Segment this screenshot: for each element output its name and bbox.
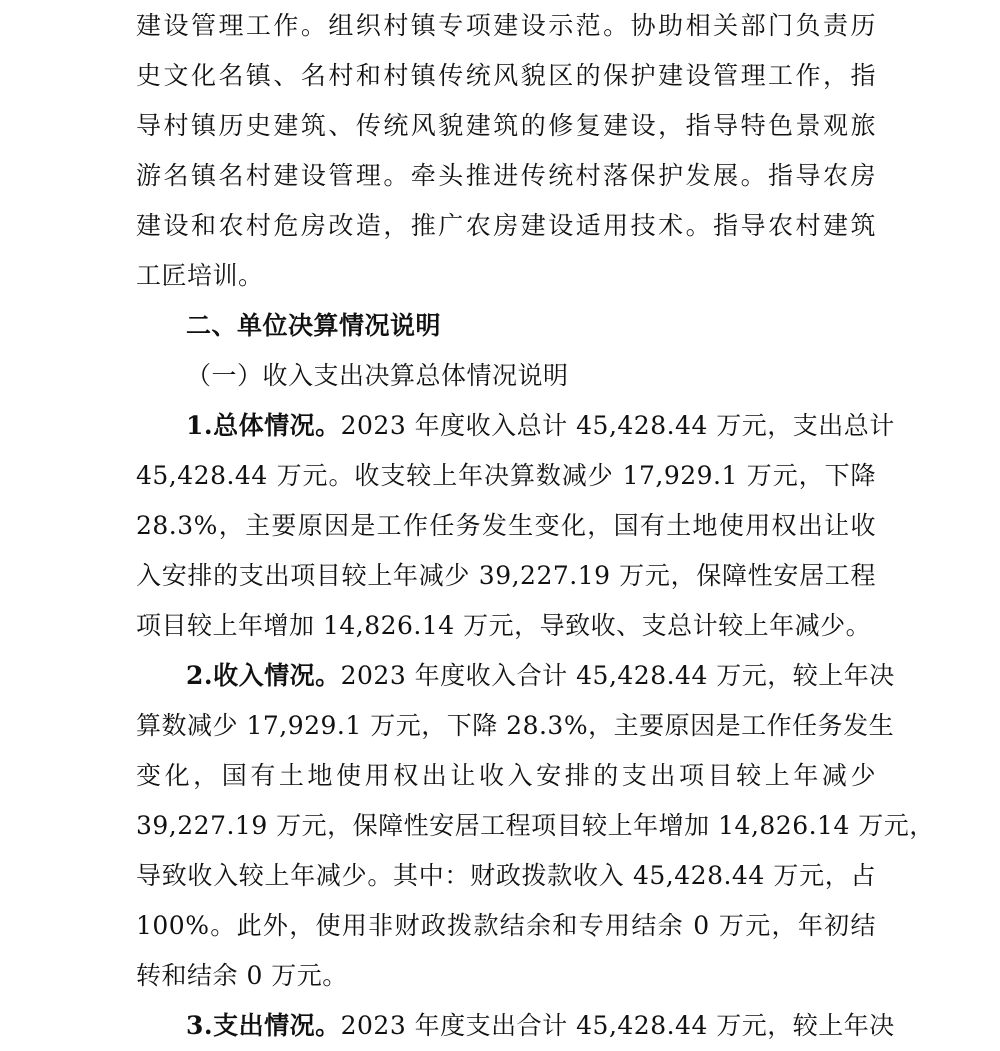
paragraph-lead: 3.支出情况。 — [186, 1011, 341, 1040]
text-line: 史文化名镇、名村和村镇传统风貌区的保护建设管理工作，指 — [136, 61, 876, 90]
text-line: 工匠培训。 — [136, 261, 264, 290]
text-line: 39,227.19 万元，保障性安居工程项目较上年增加 14,826.14 万元， — [136, 811, 935, 840]
text-line: 变化，国有土地使用权出让收入安排的支出项目较上年减少 — [136, 761, 876, 790]
text-line: 算数减少 17,929.1 万元，下降 28.3%，主要原因是工作任务发生 — [136, 711, 895, 740]
paragraph-text: 2023 年度收入总计 45,428.44 万元，支出总计 — [340, 411, 895, 440]
paragraph-lead: 2.收入情况。 — [186, 661, 341, 690]
text-line: 100%。此外，使用非财政拨款结余和专用结余 0 万元，年初结 — [136, 911, 876, 940]
section-heading: 二、单位决算情况说明 — [186, 311, 442, 340]
text-line: 建设和农村危房改造，推广农房建设适用技术。指导农村建筑 — [136, 211, 876, 240]
text-line: 导村镇历史建筑、传统风貌建筑的修复建设，指导特色景观旅 — [136, 111, 876, 140]
paragraph-text: 2023 年度收入合计 45,428.44 万元，较上年决 — [340, 661, 895, 690]
subsection-heading: （一）收入支出决算总体情况说明 — [186, 361, 569, 390]
text-line: 导致收入较上年减少。其中：财政拨款收入 45,428.44 万元，占 — [136, 861, 876, 890]
paragraph-first-line — [186, 401, 895, 451]
paragraph-text: 2023 年度支出合计 45,428.44 万元，较上年决 — [340, 1011, 895, 1040]
text-line: 建设管理工作。组织村镇专项建设示范。协助相关部门负责历 — [136, 11, 876, 40]
text-line: 转和结余 0 万元。 — [136, 961, 348, 990]
paragraph-first-line — [186, 651, 895, 701]
text-line: 28.3%，主要原因是工作任务发生变化，国有土地使用权出让收 — [136, 511, 876, 540]
text-line: 游名镇名村建设管理。牵头推进传统村落保护发展。指导农房 — [136, 161, 876, 190]
text-line: 45,428.44 万元。收支较上年决算数减少 17,929.1 万元，下降 — [136, 461, 876, 490]
paragraph-lead: 1.总体情况。 — [186, 411, 341, 440]
text-line: 入安排的支出项目较上年减少 39,227.19 万元，保障性安居工程 — [136, 561, 876, 590]
text-line: 项目较上年增加 14,826.14 万元，导致收、支总计较上年减少。 — [136, 611, 872, 640]
